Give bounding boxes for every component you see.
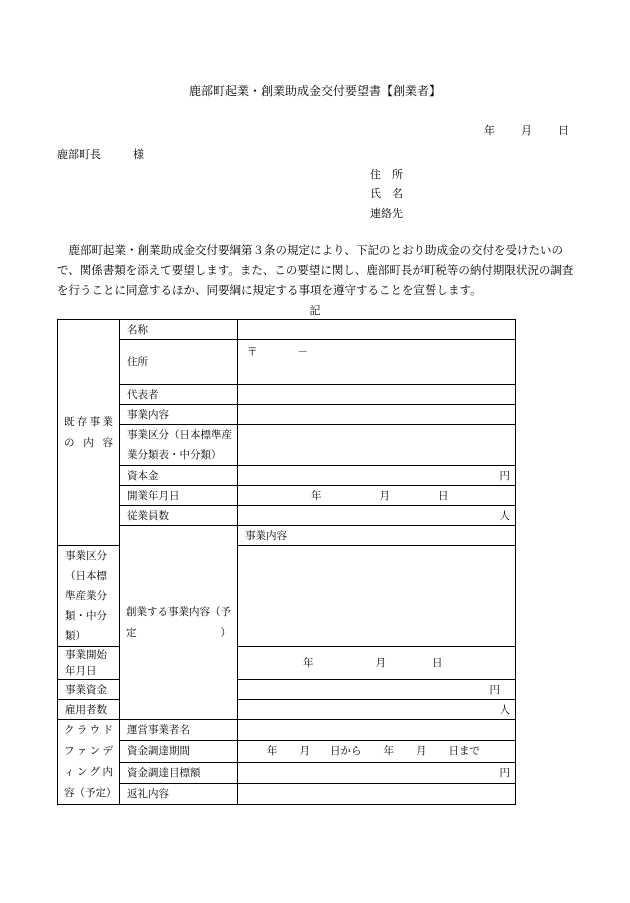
label-capital: 資本金 <box>120 466 238 486</box>
addressee-name: 鹿部町長 <box>57 148 101 161</box>
field-employees[interactable] <box>238 506 516 526</box>
section-crowdfunding: クラウドファンディング内容（予定） <box>58 720 120 805</box>
field-business-category[interactable] <box>238 425 516 466</box>
section-existing-business: 既存事業の内容 <box>58 320 120 546</box>
goal-unit: 円 <box>499 766 510 779</box>
field-representative[interactable] <box>238 385 516 405</box>
label-start-date: 事業開始年月日 <box>58 647 120 680</box>
label-name: 名称 <box>120 320 238 340</box>
date-month: 月 <box>521 124 532 137</box>
opened-month: 月 <box>379 489 390 502</box>
label-funding-period: 資金調達期間 <box>120 741 238 762</box>
start-year: 年 <box>303 657 314 669</box>
label-address: 住所 <box>120 340 238 385</box>
label-opening-date: 開業年月日 <box>120 486 238 506</box>
label-business-funds: 事業資金 <box>58 680 120 700</box>
label-new-business-content: 事業内容 <box>238 526 516 546</box>
label-employees: 従業員数 <box>120 506 238 526</box>
field-start-date[interactable] <box>238 647 516 680</box>
field-hires[interactable] <box>238 700 516 720</box>
date-year: 年 <box>484 124 495 137</box>
funds-unit: 円 <box>489 683 500 696</box>
label-new-business-category: 事業区分（日本標準産業分類・中分類） <box>58 546 120 647</box>
period-year-2: 年 <box>383 745 394 758</box>
label-representative: 代表者 <box>120 385 238 405</box>
document-title: 鹿部町起業・創業助成金交付要望書【創業者】 <box>188 84 441 98</box>
date-line <box>484 122 569 138</box>
field-operator[interactable] <box>238 720 516 741</box>
period-month-2: 月 <box>416 745 427 758</box>
field-business-funds[interactable] <box>238 680 516 700</box>
start-day: 日 <box>432 657 443 669</box>
field-new-business-category[interactable] <box>238 546 516 647</box>
field-opening-date[interactable] <box>238 486 516 506</box>
period-year-1: 年 <box>267 745 278 758</box>
applicant-contact-label: 連絡先 <box>370 207 403 220</box>
label-operator: 運営事業者名 <box>120 720 238 741</box>
addressee <box>57 146 144 162</box>
start-month: 月 <box>375 657 386 669</box>
label-business-category: 事業区分（日本標準産業分類表・中分類） <box>120 425 238 466</box>
field-address[interactable] <box>238 340 516 385</box>
opened-day: 日 <box>438 489 449 502</box>
period-month-1: 月 <box>299 745 310 758</box>
field-capital[interactable] <box>238 466 516 486</box>
employees-unit: 人 <box>499 509 510 522</box>
field-rewards[interactable] <box>238 783 516 804</box>
field-name[interactable] <box>238 320 516 340</box>
label-rewards: 返礼内容 <box>120 783 238 804</box>
label-business-content: 事業内容 <box>120 405 238 425</box>
hires-unit: 人 <box>499 703 510 716</box>
applicant-address-label: 住 所 <box>370 168 403 181</box>
field-funding-period[interactable] <box>238 741 516 762</box>
applicant-name-label: 氏 名 <box>370 187 403 200</box>
label-hires: 雇用者数 <box>58 700 120 720</box>
field-business-content[interactable] <box>238 405 516 425</box>
label-funding-goal: 資金調達目標額 <box>120 762 238 783</box>
request-body-text: 鹿部町起業・創業助成金交付要綱第３条の規定により、下記のとおり助成金の交付を受けたいので、関係書類を添えて要望します。また、この要望に関し、鹿部町長が町税等の納付期限状況の調査を行うことに同意するほか、同要綱に規定する事項を遵守することを宣誓します。 <box>57 243 574 297</box>
opened-year: 年 <box>311 489 322 502</box>
addressee-honorific: 様 <box>133 148 144 161</box>
postal-mark: 〒 <box>247 346 258 358</box>
field-funding-goal[interactable] <box>238 762 516 783</box>
date-day: 日 <box>558 124 569 137</box>
section-new-business: 創業する事業内容（予定） <box>120 526 238 720</box>
ki-heading: 記 <box>309 304 321 317</box>
application-form-table <box>57 319 516 805</box>
postal-dash: － <box>297 346 308 358</box>
period-day-2: 日まで <box>448 745 480 758</box>
period-day-1: 日から <box>330 745 362 758</box>
capital-unit: 円 <box>499 469 510 482</box>
